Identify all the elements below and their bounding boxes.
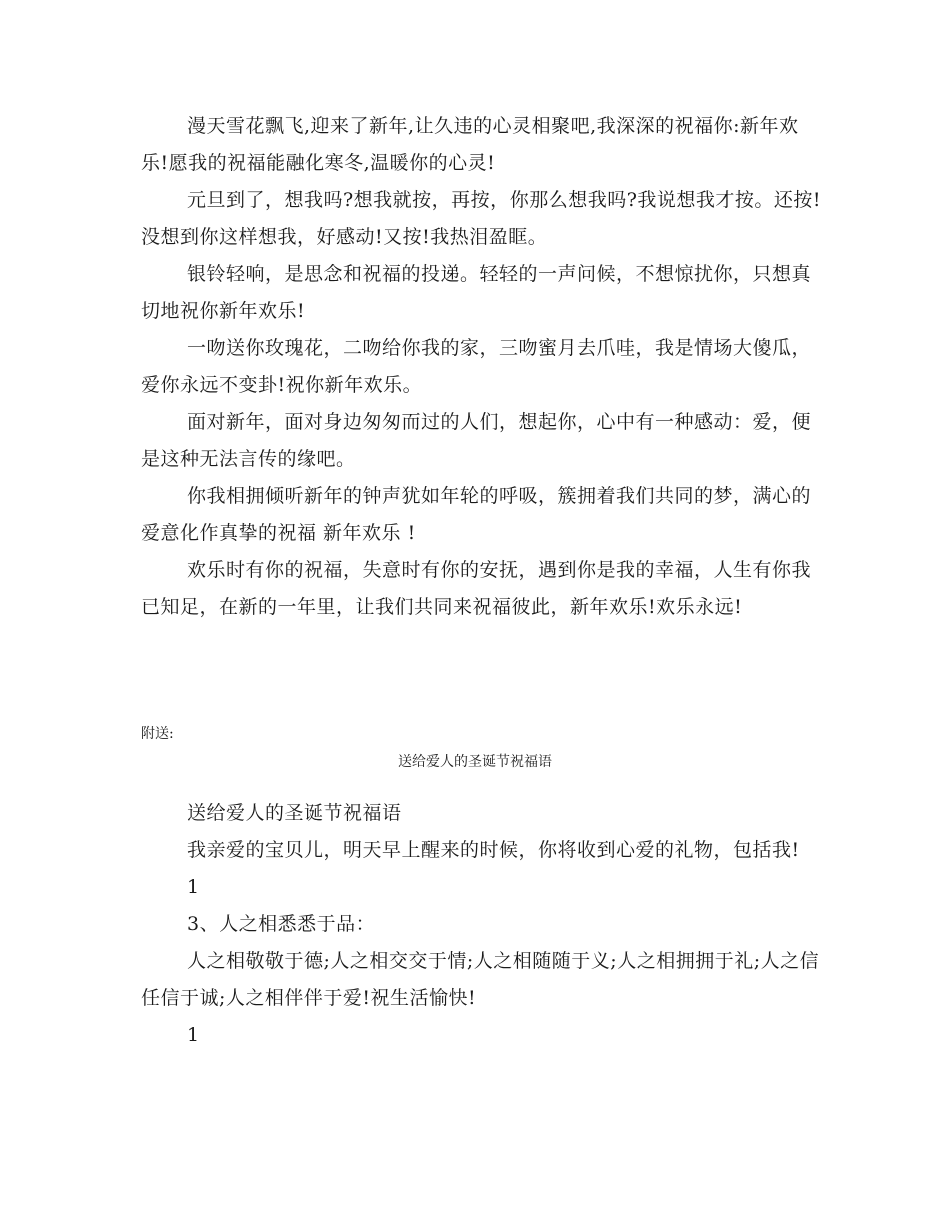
paragraph: 你我相拥倾听新年的钟声犹如年轮的呼吸，簇拥着我们共同的梦，满心的爱意化作真挚的祝福 新年欢乐 ! [141, 485, 812, 544]
paragraph: 送给爱人的圣诞节祝福语 [187, 802, 402, 824]
greetings-section [141, 108, 821, 626]
attachment-title: 送给爱人的圣诞节祝福语 [398, 754, 552, 770]
attachment-label: 附送: [141, 726, 174, 742]
paragraph: 元旦到了，想我吗?想我就按，再按，你那么想我吗?我说想我才按。还按!没想到你这样想我，好感动!又按!我热泪盈眶。 [141, 189, 822, 248]
paragraph: 3、人之相悉悉于品： [187, 913, 376, 935]
paragraph: 一吻送你玫瑰花，二吻给你我的家，三吻蜜月去爪哇，我是情场大傻瓜，爱你永远不变卦!祝你新年欢乐。 [141, 337, 812, 396]
paragraph: 欢乐时有你的祝福，失意时有你的安抚，遇到你是我的幸福，人生有你我已知足，在新的一年里，让我们共同来祝福彼此，新年欢乐!欢乐永远! [141, 559, 812, 618]
paragraph: 我亲爱的宝贝儿，明天早上醒来的时候，你将收到心爱的礼物，包括我! [187, 839, 800, 861]
paragraph: 漫天雪花飘飞,迎来了新年,让久违的心灵相聚吧,我深深的祝福你:新年欢乐!愿我的祝福能融化寒冬,温暖你的心灵! [141, 115, 799, 174]
page-number: 1 [187, 1024, 200, 1046]
attachment-section [141, 795, 821, 1054]
paragraph: 人之相敬敬于德;人之相交交于情;人之相随随于义;人之相拥拥于礼;人之信任信于诚;人之相伴伴于爱!祝生活愉快! [141, 950, 820, 1009]
paragraph: 银铃轻响，是思念和祝福的投递。轻轻的一声问候，不想惊扰你，只想真切地祝你新年欢乐! [141, 263, 812, 322]
paragraph: 面对新年，面对身边匆匆而过的人们，想起你，心中有一种感动：爱，便是这种无法言传的缘吧。 [141, 411, 812, 470]
page-number: 1 [187, 876, 200, 898]
